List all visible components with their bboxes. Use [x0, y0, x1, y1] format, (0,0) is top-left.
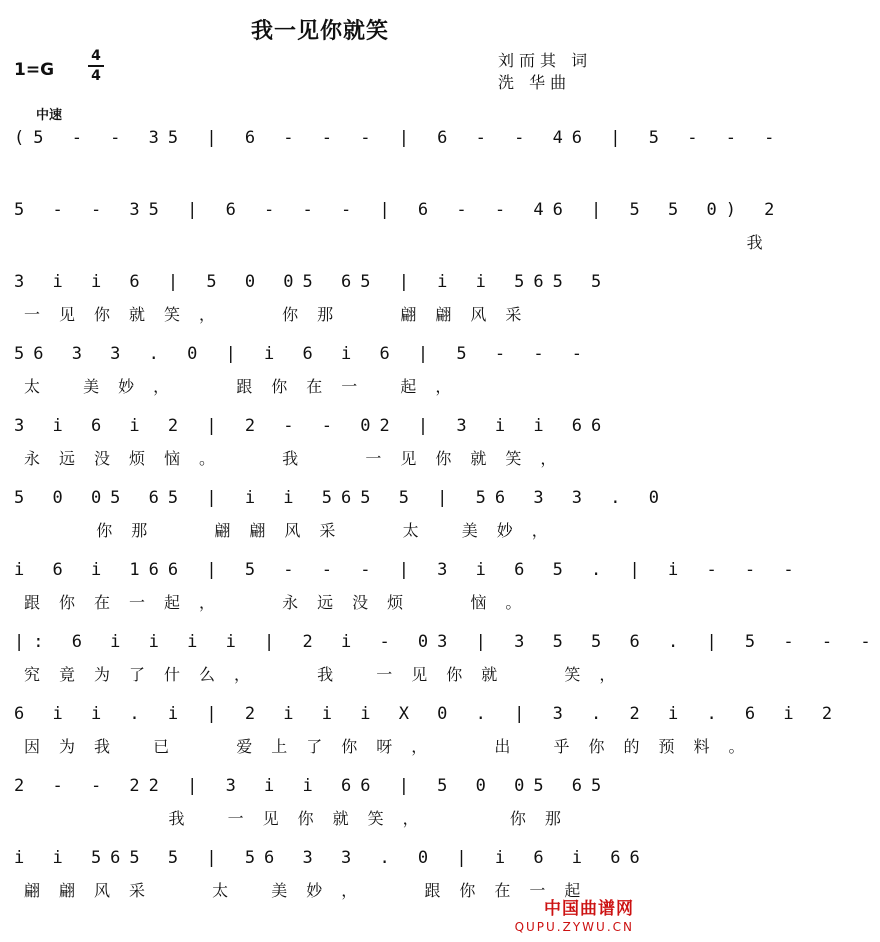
meter-top: 4 — [91, 48, 101, 64]
lyric-line: 因为我 已 爱上了你呀， 出 乎你的预料。 — [24, 737, 764, 756]
composer: 洗 华曲 — [498, 73, 572, 92]
lyric-line: 永远没烦恼。 我 一见你就笑， — [24, 449, 576, 468]
lyric-line: 我 一见你就笑， 你那 — [24, 809, 580, 828]
lyric-line: 翩翩风采 太 美妙， 跟你在一起 — [24, 881, 600, 900]
watermark-site: 中国曲谱网 — [544, 899, 634, 919]
lyric-line: 究竟为了什么， 我 一见你就 笑， — [24, 665, 635, 684]
song-title: 我一见你就笑 — [250, 19, 389, 44]
notation-line: 56 3 3 . 0 | i 6 i 6 | 5 - - - — [14, 344, 592, 364]
credits — [498, 50, 592, 94]
watermark-url: QUPU.ZYWU.CN — [514, 920, 634, 934]
notation-line: 5 0 05 65 | i i 565 5 | 56 3 3 . 0 — [14, 488, 668, 508]
notation-line: i 6 i 166 | 5 - - - | 3 i 6 5 . | i - - - — [14, 560, 803, 580]
key-signature: 1=G — [14, 60, 55, 80]
lyric-line: 跟你在一起， 永远没烦 恼。 — [24, 593, 541, 612]
watermark — [515, 900, 634, 936]
notation-line: (5 - - 35 | 6 - - - | 6 - - 46 | 5 - - - — [14, 128, 784, 148]
notation-line: 3 i 6 i 2 | 2 - - 02 | 3 i i 66 — [14, 416, 611, 436]
time-signature — [88, 48, 104, 84]
notation-line: 6 i i . i | 2 i i i X 0 . | 3 . 2 i . 6 i 2 — [14, 704, 842, 724]
lyric-line: 我 — [24, 233, 782, 252]
notation-line: 3 i i 6 | 5 0 05 65 | i i 565 5 — [14, 272, 611, 292]
meter-bottom: 4 — [91, 68, 101, 84]
tempo-marking: 中速 — [36, 108, 63, 123]
notation-line: 5 - - 35 | 6 - - - | 6 - - 46 | 5 5 0) 2 — [14, 200, 784, 220]
lyricist: 刘而其 词 — [498, 51, 593, 70]
lyric-line: 一见你就笑， 你那 翩翩风采 — [24, 305, 541, 324]
notation-line: |: 6 i i i i | 2 i - 03 | 3 5 5 6 . | 5 - - - — [14, 632, 880, 652]
lyric-line: 太 美妙， 跟你在一 起， — [24, 377, 471, 396]
notation-line: 2 - - 22 | 3 i i 66 | 5 0 05 65 — [14, 776, 611, 796]
lyric-line: 你那 翩翩风采 太 美妙， — [24, 521, 567, 540]
notation-line: i i 565 5 | 56 3 3 . 0 | i 6 i 66 — [14, 848, 649, 868]
